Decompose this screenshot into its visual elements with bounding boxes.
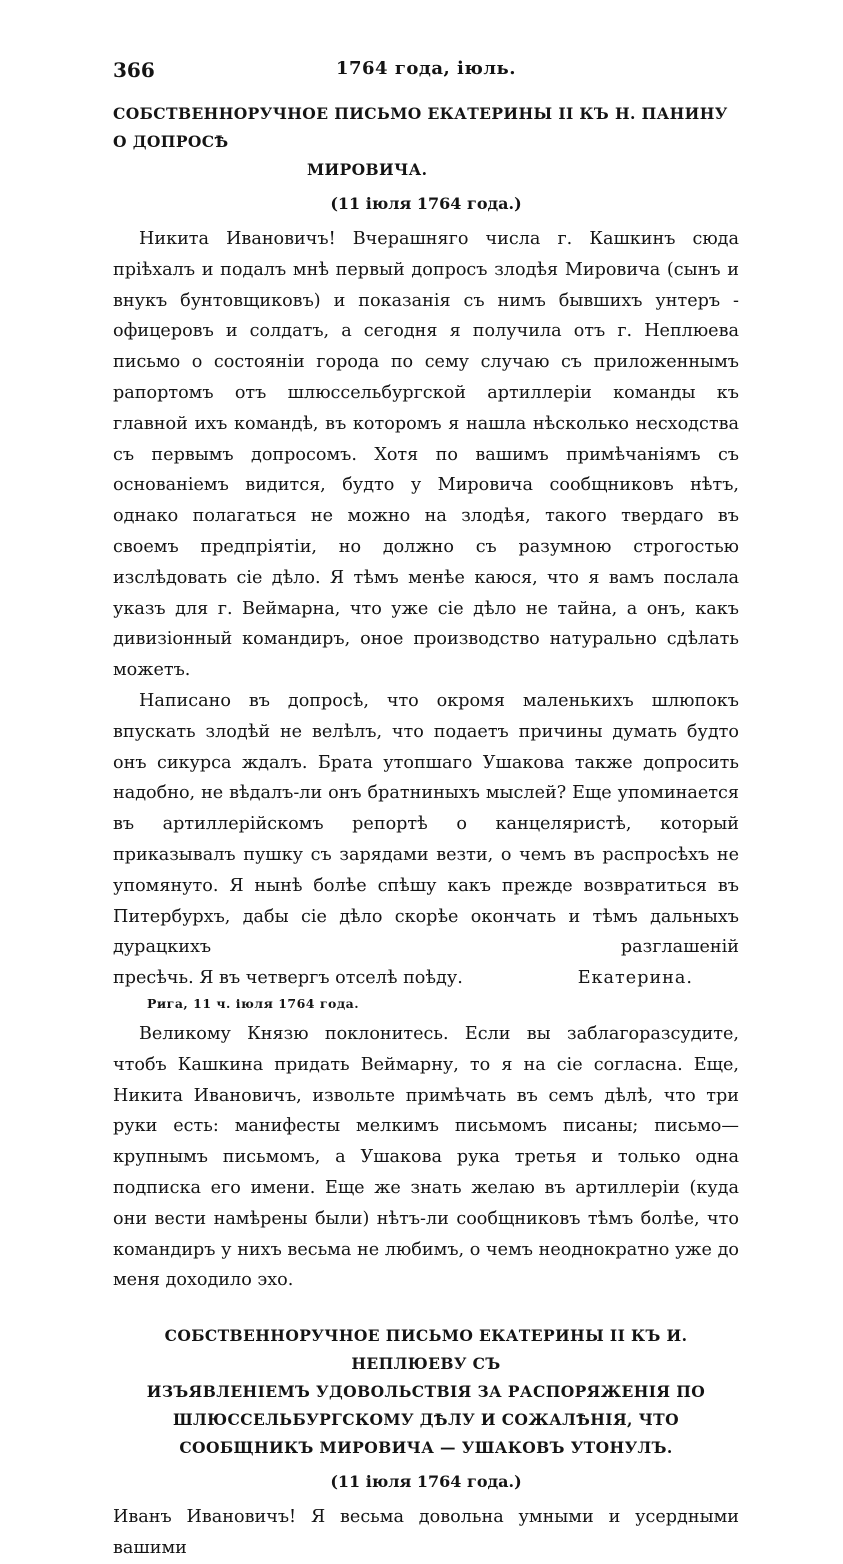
letter2-title-line: СОБСТВЕННОРУЧНОЕ ПИСЬМО ЕКАТЕРИНЫ II КЪ И. НЕПЛЮЕВУ СЪ [164,1326,688,1374]
running-head: 1764 года, іюль. [335,58,517,79]
letter1-title-line: СОБСТВЕННОРУЧНОЕ ПИСЬМО ЕКАТЕРИНЫ II КЪ Н. ПАНИНУ О ДОПРОСѢ [113,104,728,151]
page-header [113,58,739,92]
book-page [113,58,739,1564]
letter2-title-line: ИЗЪЯВЛЕНІЕМЪ УДОВОЛЬСТВІЯ ЗА РАСПОРЯЖЕНІЯ ПО [146,1382,706,1402]
postscript: Великому Князю поклонитесь. Если вы заблагоразсудите, чтобъ Кашкина придать Веймарну, то я на сіе согласна. Еще, Никита Ивановичъ, извольте примѣчать въ семъ дѣлѣ, что три руки есть: манифесты мелкимъ письмомъ писаны; письмо—крупнымъ письмомъ, а Ушакова рука третья и только одна подписка его имени. Еще же знать желаю въ артиллеріи (куда они вести намѣрены были) нѣтъ-ли сообщниковъ тѣмъ болѣе, что командиръ у нихъ весьма не любимъ, о чемъ неоднократно уже до меня доходило эхо. [113,1023,739,1291]
letter2-opening: Иванъ Ивановичъ! Я весьма довольна умными и усердными вашими [113,1507,739,1558]
letter2-title [113,1322,739,1462]
signature: Екатерина. [577,968,693,989]
signature-row [113,963,739,994]
letter2-date: (11 іюля 1764 года.) [330,1472,522,1492]
letter1-paragraph: Написано въ допросѣ, что окромя маленькихъ шлюпокъ впускать злодѣй не велѣлъ, что подаетъ причины думать будто онъ сикурса ждалъ. Брата утопшаго Ушакова также допросить надобно, не вѣдалъ-ли онъ братниныхъ мыслей? Еще упоминается въ артиллерійскомъ репортѣ о канцеляристѣ, который приказывалъ пушку съ зарядами везти, о чемъ въ распросѣхъ не упомянуто. Я нынѣ болѣе спѣшу какъ прежде возвратиться въ Питербурхъ, дабы сіе дѣло скорѣе окончать и тѣмъ дальныхъ дурацкихъ разглашеній [113,690,739,958]
letter2-title-line: СООБЩНИКЪ МИРОВИЧА — УШАКОВЪ УТОНУЛЪ. [179,1438,673,1458]
letter1-title [113,100,739,184]
page-number: 366 [113,58,155,82]
letter1-date: (11 іюля 1764 года.) [330,194,522,213]
letter2-title-line: ШЛЮССЕЛЬБУРГСКОМУ ДѢЛУ И СОЖАЛѢНІЯ, ЧТО [173,1410,679,1430]
place-date: Рига, 11 ч. іюля 1764 года. [147,995,360,1011]
letter-to-nepluev [113,1322,739,1564]
letter-to-panin [113,100,739,1296]
letter1-paragraph: Никита Ивановичъ! Вчерашняго числа г. Кашкинъ сюда пріѣхалъ и подалъ мнѣ первый допросъ злодѣя Мировича (сынъ и внукъ бунтовщиковъ) и показанія съ нимъ бывшихъ унтеръ - офицеровъ и солдатъ, а сегодня я получила отъ г. Неплюева письмо о состояніи города по сему случаю съ приложеннымъ рапортомъ отъ шлюссельбургской артиллеріи команды къ главной ихъ командѣ, въ которомъ я нашла нѣсколько несходства съ первымъ допросомъ. Хотя по вашимъ примѣчаніямъ съ основаніемъ видится, будто у Мировича сообщниковъ нѣтъ, однако полагаться не можно на злодѣя, такого твердаго въ своемъ предпріятіи, но должно съ разумною строгостью изслѣдовать сіе дѣло. Я тѣмъ менѣе каюся, что я вамъ послала указъ для г. Веймарна, что уже сіе дѣло не тайна, а онъ, какъ дивизіонный командиръ, оное производство натурально сдѣлать можетъ. [113,229,739,681]
letter1-paragraph-end: пресѣчь. Я въ четвергъ отселѣ поѣду. [113,968,463,989]
letter1-title-line: МИРОВИЧА. [307,160,428,179]
